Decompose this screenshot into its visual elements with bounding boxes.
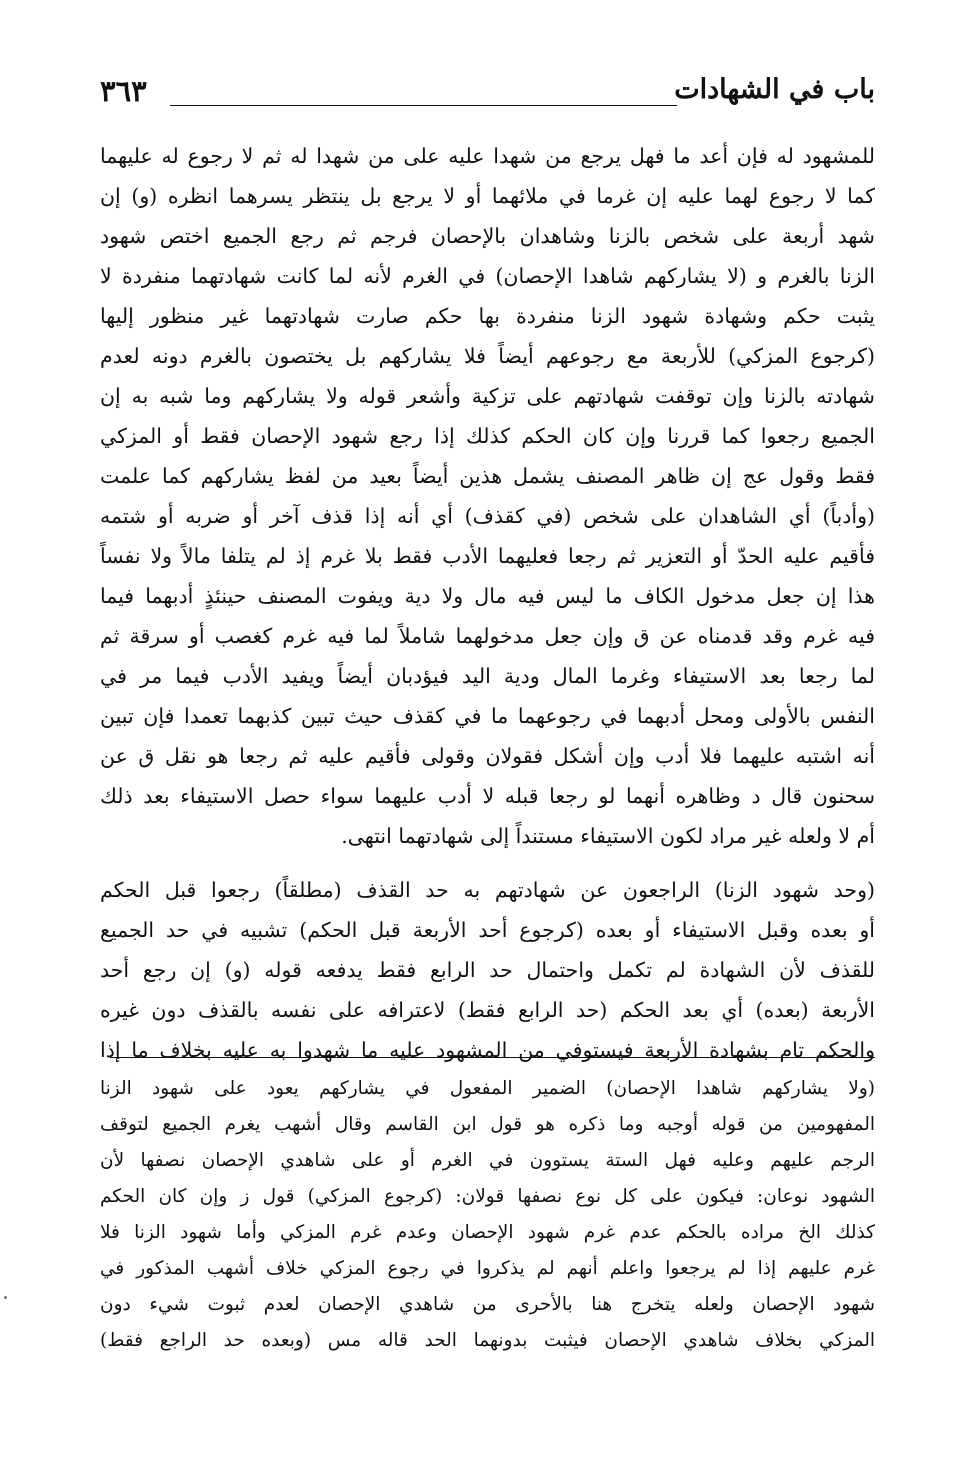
footnote-line: المزكي بخلاف شاهدي الإحصان فيثبت بدونهما الحد قاله مس (وبعده حد الراجع فقط) [100,1330,875,1351]
text-line: (وأدباً) أي الشاهدان على شخص (في كقذف) أي أنه إذا قذف آخر أو ضربه أو شتمه [100,504,875,528]
text-line: هذا إن جعل مدخول الكاف ما ليس فيه مال ولا دية ويفوت المصنف حينئذٍ أدبهما فيما [100,584,875,608]
text-line: للمشهود له فإن أعد ما فهل يرجع من شهدا عليه على من شهدا له ثم لا رجوع له عليهما [100,144,875,168]
footnote-line: المفهومين من قوله أوجبه وما ذكره هو قول ابن القاسم وقال أشهب يغرم الجميع لتوقف [100,1114,875,1135]
scan-mark [4,1296,7,1299]
main-text [100,136,875,1070]
page-number: ٣٦٣ [100,74,147,108]
text-line: فأقيم عليه الحدّ أو التعزير ثم رجعا فعليهما الأدب فقط بلا غرم إذ لم يتلفا مالاً ولا نفساً [100,544,875,568]
text-line: لما رجعا بعد الاستيفاء وغرما المال ودية اليد فيؤدبان أيضاً ويفيد الأدب فيما مر في [100,664,875,688]
text-line: (كرجوع المزكي) للأربعة مع رجوعهم أيضاً فلا يشاركهم بل يختصون بالغرم دونه لعدم [100,344,875,368]
header-rule [170,105,677,106]
text-line: فقط وقول عج إن ظاهر المصنف يشمل هذين أيضاً بعيد من لفظ يشاركهم كما علمت [100,464,875,488]
text-line: سحنون قال د وظاهره أنهما لو رجعا قبله لا أدب عليهما سواء حصل الاستيفاء بعد ذلك [100,784,875,808]
text-line: والحكم تام بشهادة الأربعة فيستوفي من المشهود عليه ما شهدوا به عليه بخلاف ما إذا [100,1038,875,1062]
text-line: شهادته بالزنا وإن توقفت شهادتهم على تزكية وأشعر قوله ولا يشاركهم وما شبه به إن [100,384,875,408]
text-line: الأربعة (بعده) أي بعد الحكم (حد الرابع فقط) لاعترافه على نفسه بالقذف دون غيره [100,998,875,1022]
footnote-line: شهود الإحصان ولعله يتخرج هنا بالأحرى من شاهدي الإحصان لعدم ثبوت شيء دون [100,1294,875,1315]
text-line: أنه اشتبه عليهما فلا أدب وإن أشكل فقولان وقولى فأقيم عليه ثم رجعا هو نقل ق عن [100,744,875,768]
text-line: النفس بالأولى ومحل أدبهما في رجوعهما ما في كقذف حيث تبين كذبهما تعمدا فإن تبين [100,704,875,728]
text-line: الزنا بالغرم و (لا يشاركهم شاهدا الإحصان) في الغرم لأنه لما كانت شهادتهما منفردة لا [100,264,875,288]
footnote-line: غرم عليهم إذا لم يرجعوا واعلم أنهم لم يذكروا في رجوع المزكي خلاف أشهب المذكور في [100,1258,875,1279]
footnote [100,1071,875,1359]
running-title: باب في الشهادات [674,74,875,105]
text-line: فيه غرم وقد قدمناه عن ق وإن جعل مدخولهما شاملاً لما فيه غرم كغصب أو سرقة ثم [100,624,875,648]
footnote-rule [110,1057,875,1058]
paragraph-gap [100,856,875,870]
running-header [100,74,875,114]
text-line: كما لا رجوع لهما عليه إن غرما في ملائهما أو لا يرجع بل ينتظر يسرهما انظره (و) إن [100,184,875,208]
text-line: للقذف لأن الشهادة لم تكمل واحتمال حد الرابع فقط يدفعه قوله (و) إن رجع أحد [100,958,875,982]
text-line: أو بعده وقبل الاستيفاء أو بعده (كرجوع أحد الأربعة قبل الحكم) تشبيه في حد الجميع [100,918,875,942]
text-line: (وحد شهود الزنا) الراجعون عن شهادتهم به حد القذف (مطلقاً) رجعوا قبل الحكم [100,878,875,902]
text-line: شهد أربعة على شخص بالزنا وشاهدان بالإحصان فرجم ثم رجع الجميع اختص شهود [100,224,875,248]
footnote-line: الرجم عليهم وعليه فهل الستة يستوون في الغرم أو على شاهدي الإحصان نصفها لأن [100,1150,875,1171]
footnote-line: (ولا يشاركهم شاهدا الإحصان) الضمير المفعول في يشاركهم يعود على شهود الزنا [100,1078,875,1099]
footnote-line: الشهود نوعان: فيكون على كل نوع نصفها قولان: (كرجوع المزكي) قول ز وإن كان الحكم [100,1186,875,1207]
text-line: أم لا ولعله غير مراد لكون الاستيفاء مستنداً إلى شهادتهما انتهى. [341,824,875,848]
footnote-line: كذلك الخ مراده بالحكم عدم غرم شهود الإحصان وعدم غرم المزكي وأما شهود الزنا فلا [100,1222,875,1243]
text-line: الجميع رجعوا كما قررنا وإن كان الحكم كذلك إذا رجع شهود الإحصان فقط أو المزكي [100,424,875,448]
text-line: يثبت حكم وشهادة شهود الزنا منفردة بها حكم صارت شهادتهما غير منظور إليها [100,304,875,328]
